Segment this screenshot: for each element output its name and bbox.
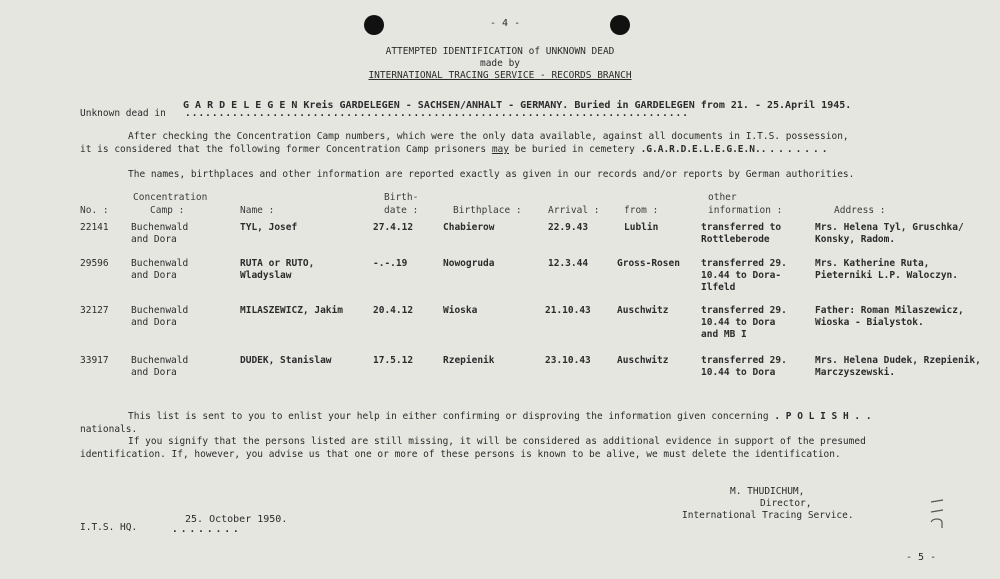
punch-hole-right xyxy=(610,15,630,35)
cell-birthdate: 20.4.12 xyxy=(373,305,414,316)
closing-nationality: . P O L I S H . . xyxy=(774,411,872,422)
cell-name: RUTA or RUTO, Wladyslaw xyxy=(240,258,315,281)
cell-from: Gross-Rosen xyxy=(617,258,680,269)
cell-no: 29596 xyxy=(80,258,109,269)
cell-birthplace: Nowogruda xyxy=(443,258,495,269)
page-number-top: - 4 - xyxy=(490,18,521,29)
header-no: No. : xyxy=(80,205,109,216)
footer-date: 25. October 1950. xyxy=(185,514,288,525)
cell-address: Mrs. Katherine Ruta, Pieterniki L.P. Waloczyn. xyxy=(815,258,958,281)
punch-hole-left xyxy=(364,15,384,35)
cell-camp: Buchenwald and Dora xyxy=(131,222,189,245)
unknown-dead-location: G A R D E L E G E N Kreis GARDELEGEN - SACHSEN/ANHALT - GERMANY. Buried in GARDELEGEN from 21. - 25.April 1945. xyxy=(183,100,852,111)
footer-its-hq: I.T.S. HQ. xyxy=(80,522,138,533)
signature-org: International Tracing Service. xyxy=(682,510,854,521)
header-camp-1: Concentration xyxy=(133,192,208,203)
header-from: from : xyxy=(624,205,659,216)
margin-mark-icon xyxy=(925,496,949,532)
paragraph-1-may: may xyxy=(491,144,509,155)
header-other-2: information : xyxy=(708,205,783,216)
cell-no: 33917 xyxy=(80,355,109,366)
cell-other: transferred 29. 10.44 to Dora xyxy=(701,355,787,378)
header-birthdate-1: Birth- xyxy=(384,192,419,203)
cell-arrival: 21.10.43 xyxy=(545,305,591,316)
cell-address: Mrs. Helena Tyl, Gruschka/ Konsky, Radom. xyxy=(815,222,964,245)
cell-name: MILASZEWICZ, Jakim xyxy=(240,305,343,316)
paragraph-1-line-2-a: it is considered that the following former Concentration Camp prisoners xyxy=(80,144,487,155)
paragraph-1-dots: ........ xyxy=(760,144,831,155)
cell-other: transferred 29. 10.44 to Dora and MB I xyxy=(701,305,787,340)
closing-line-4: identification. If, however, you advise us that one or more of these persons is known to be alive, we must delete the identification. xyxy=(80,449,841,460)
paragraph-1-line-1: After checking the Concentration Camp numbers, which were the only data available, against all documents in I.T.S. possession, xyxy=(128,131,849,142)
paragraph-2: The names, birthplaces and other information are reported exactly as given in our records and/or reports by German authorities. xyxy=(128,169,855,180)
page-number-bottom: - 5 - xyxy=(906,552,937,563)
cell-camp: Buchenwald and Dora xyxy=(131,355,189,378)
cell-birthdate: 17.5.12 xyxy=(373,355,414,366)
cell-other: transferred to Rottleberode xyxy=(701,222,782,245)
cell-birthdate: -.-.19 xyxy=(373,258,408,269)
cell-other: transferred 29. 10.44 to Dora- Ilfeld xyxy=(701,258,787,293)
title-line-1: ATTEMPTED IDENTIFICATION of UNKNOWN DEAD xyxy=(385,46,615,57)
cell-arrival: 23.10.43 xyxy=(545,355,591,366)
header-camp-2: Camp : xyxy=(150,205,185,216)
closing-line-1 xyxy=(128,411,872,422)
paragraph-1-line-2-b: be buried in cemetery xyxy=(514,144,635,155)
cell-arrival: 22.9.43 xyxy=(548,222,589,233)
cell-from: Auschwitz xyxy=(617,305,669,316)
cell-address: Mrs. Helena Dudek, Rzepienik, Marczyszewski. xyxy=(815,355,981,378)
header-birthdate-2: date : xyxy=(384,205,419,216)
unknown-dead-dots: ........................................................................... xyxy=(185,108,689,119)
cell-birthplace: Wioska xyxy=(443,305,478,316)
cell-camp: Buchenwald and Dora xyxy=(131,258,189,281)
cell-birthdate: 27.4.12 xyxy=(373,222,414,233)
cell-arrival: 12.3.44 xyxy=(548,258,589,269)
cell-no: 22141 xyxy=(80,222,109,233)
title-line-3: INTERNATIONAL TRACING SERVICE - RECORDS BRANCH xyxy=(368,70,632,81)
header-birthplace: Birthplace : xyxy=(453,205,522,216)
unknown-dead-prefix: Unknown dead in xyxy=(80,108,166,119)
footer-dots: ........ xyxy=(172,524,242,535)
cell-no: 32127 xyxy=(80,305,109,316)
header-name: Name : xyxy=(240,205,275,216)
cell-from: Lublin xyxy=(624,222,659,233)
title-line-2: made by xyxy=(479,58,521,69)
header-address: Address : xyxy=(834,205,886,216)
header-arrival: Arrival : xyxy=(548,205,600,216)
cell-birthplace: Chabierow xyxy=(443,222,495,233)
cell-name: DUDEK, Stanislaw xyxy=(240,355,332,366)
closing-line-1-text: This list is sent to you to enlist your help in either confirming or disproving the information given concerning xyxy=(128,411,769,422)
cell-camp: Buchenwald and Dora xyxy=(131,305,189,328)
cell-address: Father: Roman Milaszewicz, Wioska - Bialystok. xyxy=(815,305,964,328)
signature-name: M. THUDICHUM, xyxy=(730,486,805,497)
closing-line-2: nationals. xyxy=(80,424,138,435)
cell-from: Auschwitz xyxy=(617,355,669,366)
cell-birthplace: Rzepienik xyxy=(443,355,495,366)
paragraph-1-place: .G.A.R.D.E.L.E.G.E.N. xyxy=(640,144,761,155)
header-other-1: other xyxy=(708,192,737,203)
closing-line-3: If you signify that the persons listed are still missing, it will be considered as additional evidence in support of the presumed xyxy=(128,436,866,447)
signature-title: Director, xyxy=(760,498,812,509)
cell-name: TYL, Josef xyxy=(240,222,298,233)
paragraph-1-line-2 xyxy=(80,144,960,155)
